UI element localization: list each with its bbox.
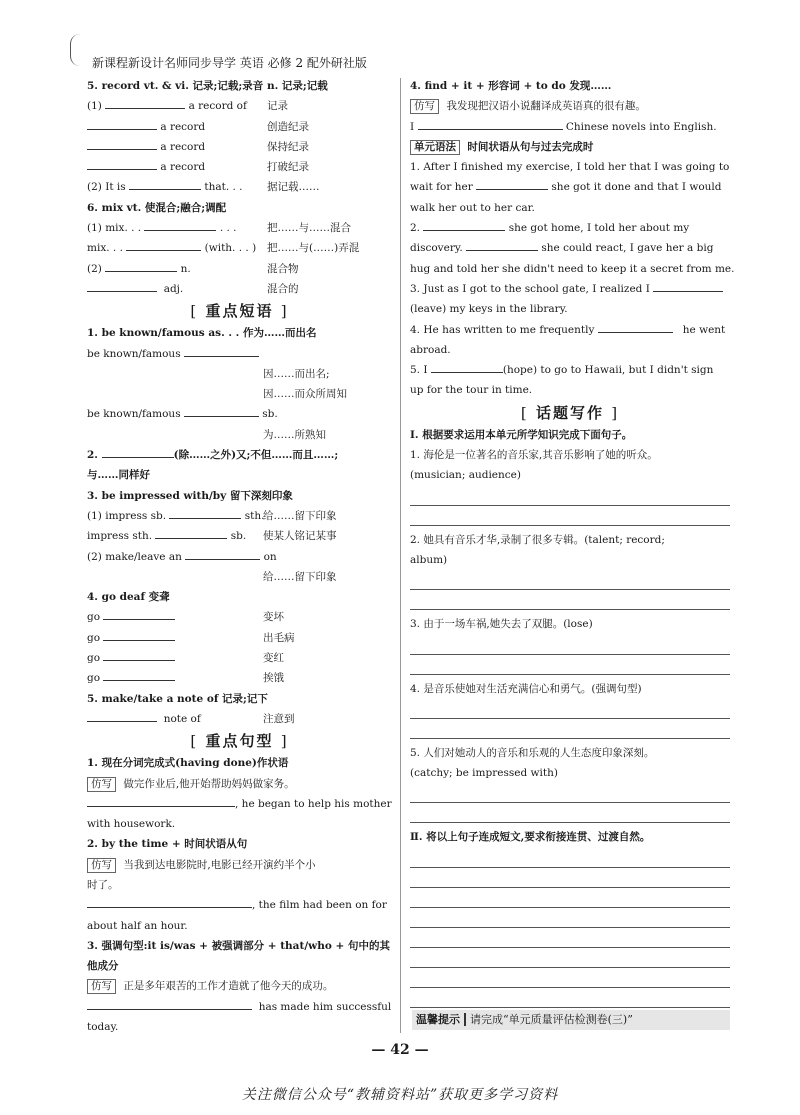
warm-tip-box — [412, 1010, 730, 1030]
essay-line[interactable] — [410, 908, 730, 928]
sentence-1-heading: 1. 现在分词完成式(having done)作状语 — [87, 757, 289, 770]
writing-item-5: 5. 人们对她动人的音乐和乐观的人生态度印象深刻。 — [410, 746, 655, 759]
essay-line[interactable] — [410, 948, 730, 968]
sentence-3-heading: 3. 强调句型:it is/was + 被强调部分 + that/who + 句中的其 — [87, 939, 390, 952]
imitate-tag: 仿写 — [410, 99, 439, 114]
sentence-3-heading-cont: 他成分 — [87, 960, 119, 973]
writing-item-2: 2. 她具有音乐才华,录制了很多专辑。(talent; record; — [410, 533, 665, 546]
grammar-q2-cont: discovery. she could react, I gave her a big — [410, 238, 730, 258]
mix-row-1: (1) mix. . . . . . 把……与……混合 — [87, 218, 392, 238]
blank[interactable] — [476, 177, 548, 190]
writing-item-1-hint: (musician; audience) — [410, 469, 521, 482]
note-row-1: note of 注意到 — [87, 709, 392, 729]
sentence-4-heading: 4. find + it + 形容词 + to do 发现…… — [410, 80, 612, 92]
essay-line[interactable] — [410, 988, 730, 1008]
known-row-4: be known/famous sb. — [87, 404, 392, 424]
blank[interactable] — [418, 117, 563, 130]
page-header: 新课程新设计名师同步导学 英语 必修 2 配外研社版 — [92, 56, 367, 70]
writing-part-2: Ⅱ. 将以上句子连成短文,要求衔接连贯、过渡自然。 — [410, 831, 651, 844]
record-row-5: (2) It is that. . . 据记载…… — [87, 177, 392, 197]
grammar-tag: 单元语法 — [410, 140, 460, 155]
blank[interactable] — [87, 895, 252, 908]
deaf-row-4: go 挨饿 — [87, 668, 392, 688]
writing-item-5-hint: (catchy; be impressed with) — [410, 767, 558, 780]
answer-line[interactable] — [410, 570, 730, 590]
grammar-q1-cont: wait for her she got it done and that I would — [410, 177, 730, 197]
sentence-2-prompt: 仿写 当我到达电影院时,电影已经开演约半个小 — [87, 855, 392, 875]
writing-item-1: 1. 海伦是一位著名的音乐家,其音乐影响了她的听众。 — [410, 449, 658, 462]
sentence-3-answer: has made him successful — [87, 997, 392, 1017]
blank[interactable] — [129, 177, 201, 190]
imitate-tag: 仿写 — [87, 777, 116, 792]
column-divider — [400, 78, 401, 1033]
record-row-3: a record 保持纪录 — [87, 137, 392, 157]
blank[interactable] — [87, 709, 157, 722]
answer-line[interactable] — [410, 803, 730, 823]
sentence-2-answer: , the film had been on for — [87, 895, 392, 915]
deaf-heading: 4. go deaf 变聋 — [87, 591, 170, 604]
answer-line[interactable] — [410, 590, 730, 610]
mix-row-2: mix. . . (with. . . ) 把……与(……)弄混 — [87, 238, 392, 258]
answer-line[interactable] — [410, 635, 730, 655]
note-heading: 5. make/take a note of 记录;记下 — [87, 692, 268, 705]
writing-item-2-hint: album) — [410, 553, 448, 566]
grammar-q2: 2. she got home, I told her about my — [410, 218, 730, 238]
essay-line[interactable] — [410, 928, 730, 948]
blank[interactable] — [103, 648, 175, 661]
blank[interactable] — [87, 157, 157, 170]
blank[interactable] — [87, 279, 157, 292]
blank[interactable] — [103, 628, 175, 641]
blank[interactable] — [431, 360, 503, 373]
footer-note: 关注微信公众号“教辅资料站”获取更多学习资料 — [241, 1087, 559, 1103]
grammar-q3: 3. Just as I got to the school gate, I realized I — [410, 279, 730, 299]
known-heading: 1. be known/famous as. . . 作为……而出名 — [87, 327, 317, 340]
known-row-3: 因……而众所周知 — [263, 388, 347, 401]
grammar-q4-cont: abroad. — [410, 343, 451, 356]
blank[interactable] — [103, 668, 175, 681]
grammar-q1: 1. After I finished my exercise, I told her that I was going to — [410, 161, 730, 174]
answer-line[interactable] — [410, 655, 730, 675]
essay-line[interactable] — [410, 888, 730, 908]
left-column — [87, 76, 392, 1037]
imitate-tag: 仿写 — [87, 979, 116, 994]
imitate-tag: 仿写 — [87, 858, 116, 873]
sentence-1-prompt: 仿写 做完作业后,他开始帮助妈妈做家务。 — [87, 774, 392, 794]
essay-line[interactable] — [410, 868, 730, 888]
known-row-2: 因……而出名; — [263, 367, 330, 380]
phrase-2-heading: 2. (除……之外)又;不但……而且……; — [87, 445, 392, 465]
sentence-2-answer-cont: about half an hour. — [87, 919, 188, 932]
grammar-q3-cont: (leave) my keys in the library. — [410, 303, 568, 316]
impress-row-2: impress sth. sb. 使某人铭记某事 — [87, 526, 392, 546]
grammar-q2-cont2: hug and told her she didn't need to keep it a secret from me. — [410, 262, 735, 275]
impress-heading: 3. be impressed with/by 留下深刻印象 — [87, 489, 293, 502]
grammar-q5: 5. I (hope) to go to Hawaii, but I didn't sign — [410, 360, 730, 380]
grammar-q1-cont2: walk her out to her car. — [410, 201, 535, 214]
grammar-heading: 单元语法 时间状语从句与过去完成时 — [410, 137, 730, 157]
writing-part-1: Ⅰ. 根据要求运用本单元所学知识完成下面句子。 — [410, 428, 633, 441]
page-number: — 42 — — [371, 1042, 429, 1058]
answer-line[interactable] — [410, 719, 730, 739]
answer-line[interactable] — [410, 486, 730, 506]
answer-line[interactable] — [410, 699, 730, 719]
sentence-1-answer-cont: with housework. — [87, 818, 176, 831]
deaf-row-1: go 变坏 — [87, 607, 392, 627]
blank[interactable] — [103, 607, 175, 620]
impress-row-4: 给……留下印象 — [263, 570, 337, 583]
record-row-1: (1) a record of 记录 — [87, 96, 392, 116]
sentence-2-prompt-cont: 时了。 — [87, 878, 119, 891]
mix-heading: 6. mix vt. 使混合;融合;调配 — [87, 201, 227, 214]
sentence-2-heading: 2. by the time + 时间状语从句 — [87, 838, 248, 851]
mix-row-4: adj. 混合的 — [87, 279, 392, 299]
blank[interactable] — [126, 238, 201, 251]
blank[interactable] — [87, 137, 157, 150]
phrase-2-heading-cont: 与……同样好 — [87, 469, 150, 482]
section-key-phrases: [ 重点短语 ] — [190, 302, 289, 321]
writing-item-3: 3. 由于一场车祸,她失去了双腿。(lose) — [410, 618, 593, 631]
blank[interactable] — [423, 218, 505, 231]
known-row-5: 为……所熟知 — [263, 428, 326, 441]
sentence-3-answer-cont: today. — [87, 1021, 119, 1034]
sentence-3-prompt: 仿写 正是多年艰苦的工作才造就了他今天的成功。 — [87, 976, 392, 996]
header-arc — [70, 34, 85, 66]
right-column — [410, 76, 735, 1008]
blank[interactable] — [184, 344, 259, 357]
blank[interactable] — [105, 259, 177, 272]
essay-line[interactable] — [410, 968, 730, 988]
blank[interactable] — [155, 526, 227, 539]
warm-tip-label: 温馨提示 — [412, 1013, 466, 1026]
record-heading: 5. record vt. & vi. 记录;记载;录音 n. 记录;记载 — [87, 80, 328, 92]
deaf-row-3: go 变红 — [87, 648, 392, 668]
blank[interactable] — [598, 320, 673, 333]
blank[interactable] — [466, 238, 538, 251]
blank[interactable] — [169, 506, 241, 519]
answer-line[interactable] — [410, 506, 730, 526]
known-row-1: be known/famous — [87, 344, 392, 364]
grammar-q4: 4. He has written to me frequently he went — [410, 320, 730, 340]
section-key-sentences: [ 重点句型 ] — [190, 732, 289, 751]
sentence-4-prompt: 仿写 我发现把汉语小说翻译成英语真的很有趣。 — [410, 96, 730, 116]
blank[interactable] — [87, 117, 157, 130]
sentence-4-answer: I Chinese novels into English. — [410, 117, 730, 137]
record-row-4: a record 打破纪录 — [87, 157, 392, 177]
blank[interactable] — [87, 997, 252, 1010]
blank[interactable] — [87, 794, 235, 807]
essay-line[interactable] — [410, 848, 730, 868]
warm-tip-text: 请完成“单元质量评估检测卷(三)” — [470, 1013, 633, 1026]
blank[interactable] — [102, 445, 174, 458]
blank[interactable] — [144, 218, 216, 231]
sentence-1-answer: , he began to help his mother — [87, 794, 392, 814]
answer-line[interactable] — [410, 783, 730, 803]
grammar-q5-cont: up for the tour in time. — [410, 384, 533, 397]
impress-row-1: (1) impress sb. sth. 给……留下印象 — [87, 506, 392, 526]
blank[interactable] — [185, 547, 260, 560]
impress-row-3: (2) make/leave an on — [87, 547, 392, 567]
blank[interactable] — [653, 279, 723, 292]
blank[interactable] — [105, 96, 185, 109]
writing-item-4: 4. 是音乐使她对生活充满信心和勇气。(强调句型) — [410, 682, 642, 695]
deaf-row-2: go 出毛病 — [87, 628, 392, 648]
section-topic-writing: [ 话题写作 ] — [520, 403, 620, 422]
record-row-2: a record 创造纪录 — [87, 117, 392, 137]
mix-row-3: (2) n. 混合物 — [87, 259, 392, 279]
blank[interactable] — [184, 404, 259, 417]
